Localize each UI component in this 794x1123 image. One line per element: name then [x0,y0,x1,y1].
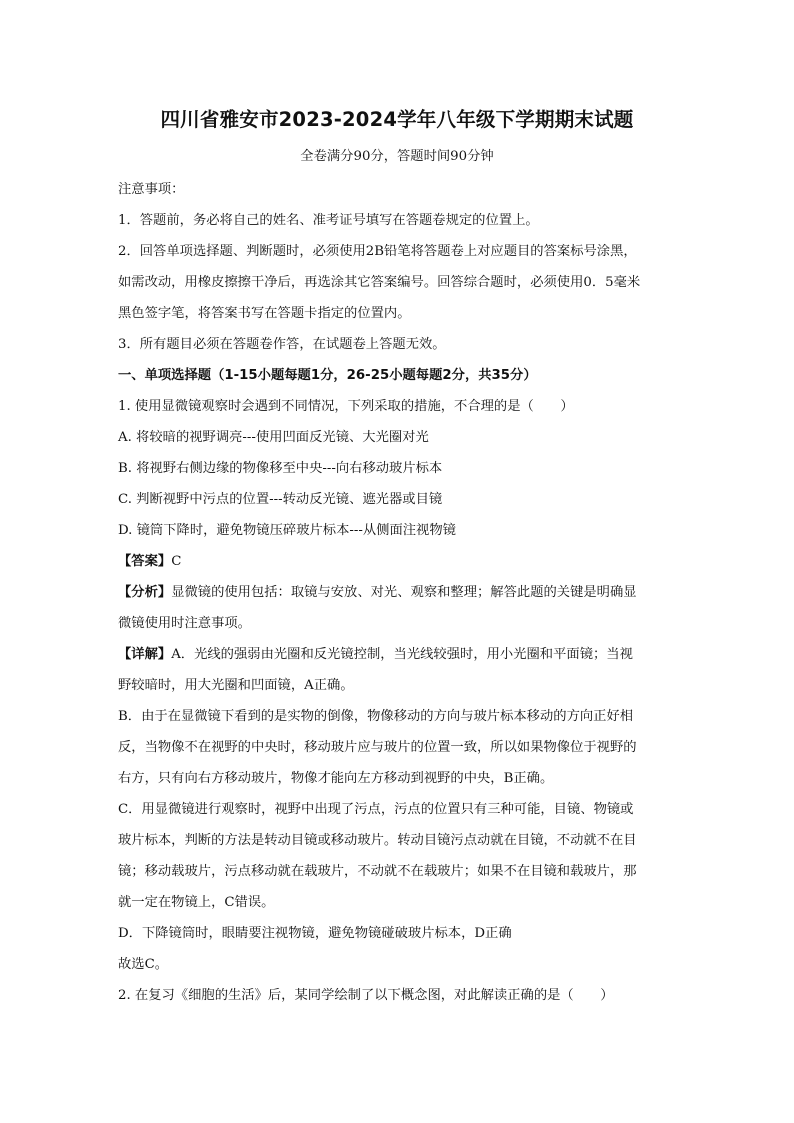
detail-line-b2: 反，当物像不在视野的中央时，移动玻片应与玻片的位置一致，所以如果物像位于视野的 [118,740,637,755]
question-1-option-a: A. 将较暗的视野调亮---使用凹面反光镜、大光圈对光 [118,430,429,445]
notice-item-1: 1．答题前，务必将自己的姓名、准考证号填写在答题卷规定的位置上。 [118,213,539,228]
notice-item-2-line-2: 如需改动，用橡皮擦擦干净后，再选涂其它答案编号。回答综合题时，必须使用0．5毫米 [118,275,641,290]
answer-value: C [171,554,182,569]
notice-item-3: 3．所有题目必须在答题卷作答，在试题卷上答题无效。 [118,337,446,352]
detail-line-a2: 野较暗时，用大光圈和凹面镜，A正确。 [118,678,354,693]
detail-line-c2: 玻片标本，判断的方法是转动目镜或移动玻片。转动目镜污点动就在目镜，不动就不在目 [118,833,637,848]
notice-item-2-line-3: 黑色签字笔，将答案书写在答题卡指定的位置内。 [118,306,411,321]
analysis-line-1 [118,577,678,608]
detail-line-d: D．下降镜筒时，眼睛要注视物镜，避免物镜碰破玻片标本，D正确 [118,926,512,941]
conclusion-line: 故选C。 [118,957,169,972]
detail-line-a1 [118,639,678,670]
question-1-option-c: C. 判断视野中污点的位置---转动反光镜、遮光器或目镜 [118,492,443,507]
answer-line [118,546,678,577]
analysis-label: 【分析】 [118,585,172,600]
question-1-option-d: D. 镜筒下降时，避免物镜压碎玻片标本---从侧面注视物镜 [118,523,456,538]
detail-line-b3: 右方，只有向右方移动玻片，物像才能向左方移动到视野的中央，B正确。 [118,771,554,786]
detail-line-c4: 就一定在物镜上，C错误。 [118,895,275,910]
answer-label: 【答案】 [118,554,172,569]
page-title: 四川省雅安市2023-2024学年八年级下学期期末试题 [160,108,634,131]
analysis-text-1: 显微镜的使用包括：取镜与安放、对光、观察和整理；解答此题的关键是明确显 [171,585,637,600]
question-1-option-b: B. 将视野右侧边缘的物像移至中央---向右移动玻片标本 [118,461,443,476]
detail-line-c1: C．用显微镜进行观察时，视野中出现了污点，污点的位置只有三种可能，目镜、物镜或 [118,802,634,817]
exam-info: 全卷满分90分，答题时间90分钟 [300,149,494,164]
section-heading: 一、单项选择题（1-15小题每题1分，26-25小题每题2分，共35分） [118,368,537,383]
detail-text-a1: A．光线的强弱由光圈和反光镜控制，当光线较强时，用小光圈和平面镜；当视 [171,647,633,662]
question-2-stem: 2. 在复习《细胞的生活》后，某同学绘制了以下概念图，对此解读正确的是（ ） [118,988,614,1003]
analysis-line-2: 微镜使用时注意事项。 [118,616,251,631]
detail-label: 【详解】 [118,647,172,662]
document-body [118,174,678,1011]
notice-heading: 注意事项： [118,182,185,197]
detail-line-c3: 镜；移动载玻片，污点移动就在载玻片，不动就不在载玻片；如果不在目镜和载玻片，那 [118,864,637,879]
question-1-stem: 1. 使用显微镜观察时会遇到不同情况，下列采取的措施，不合理的是（ ） [118,399,574,414]
detail-line-b1: B．由于在显微镜下看到的是实物的倒像，物像移动的方向与玻片标本移动的方向正好相 [118,709,634,724]
notice-item-2-line-1: 2．回答单项选择题、判断题时，必须使用2B铅笔将答题卷上对应题目的答案标号涂黑， [118,244,637,259]
